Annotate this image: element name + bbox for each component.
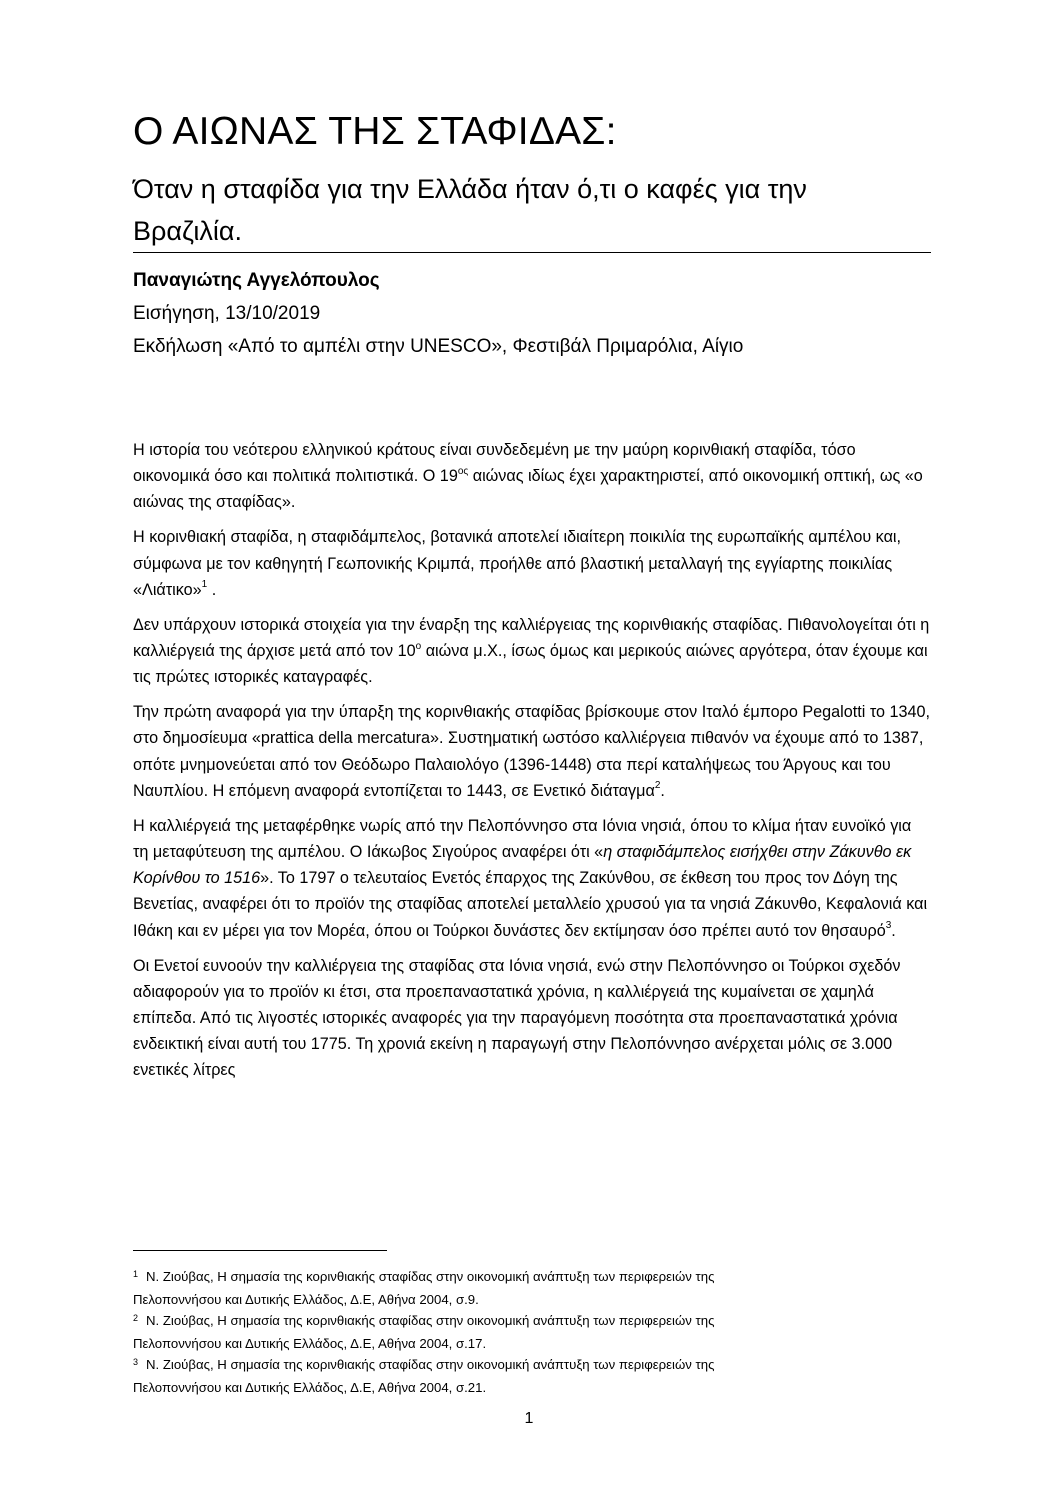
title-divider	[133, 252, 931, 253]
body-text	[133, 437, 930, 1092]
paragraph-text: Η καλλιέργειά της μεταφέρθηκε νωρίς από την Πελοπόννησο στα Ιόνια νησιά, όπου το κλίμα ήταν ευνοϊκό για τη μεταφύτευση της αμπέλου. Ο Ιάκωβος Σιγούρος αναφέρει ότι «	[133, 816, 912, 862]
paragraph-text: Δεν υπάρχουν ιστορικά στοιχεία για την έναρξη της καλλιέργειας της κορινθιακής σταφίδας. Πιθανολογείται ότι η καλλιέργειά της άρχισε μετά από τον 10	[133, 615, 930, 661]
footnote-2	[133, 1310, 933, 1354]
footnote-ref-3[interactable]: 3	[885, 920, 892, 932]
subtitle	[133, 168, 933, 252]
subtitle-line-2: Βραζιλία.	[133, 216, 243, 246]
paragraph-1	[133, 437, 930, 516]
ordinal-superscript: ος	[457, 465, 469, 477]
footnote-number: 2	[133, 1313, 139, 1323]
paragraph-3	[133, 612, 930, 691]
footnote-text: Ν. Ζιούβας, Η σημασία της κορινθιακής σταφίδας στην οικονομική ανάπτυξη των περιφερειών της	[146, 1269, 715, 1284]
author-name: Παναγιώτης Αγγελόπουλος	[133, 270, 380, 291]
presentation-date: Εισήγηση, 13/10/2019	[133, 303, 321, 324]
subtitle-line-1: Όταν η σταφίδα για την Ελλάδα ήταν ό,τι ο καφές για την	[133, 174, 807, 204]
paragraph-2	[133, 524, 930, 603]
footnote-text: Πελοποννήσου και Δυτικής Ελλάδος, Δ.Ε, Αθήνα 2004, σ.17.	[133, 1336, 487, 1351]
paragraph-text: αιώνα μ.Χ., ίσως όμως και μερικούς αιώνες αργότερα, όταν έχουμε και τις πρώτες ιστορικές καταγραφές.	[133, 642, 928, 687]
footnote-text: Ν. Ζιούβας, Η σημασία της κορινθιακής σταφίδας στην οικονομική ανάπτυξη των περιφερειών της	[146, 1313, 715, 1328]
page-title: Ο ΑΙΩΝΑΣ ΤΗΣ ΣΤΑΦΙΔΑΣ:	[133, 110, 617, 153]
paragraph-6: Οι Ενετοί ευνοούν την καλλιέργεια της σταφίδας στα Ιόνια νησιά, ενώ στην Πελοπόννησο οι Τούρκοι σχεδόν αδιαφορούν για το προϊόν κι έτσι, στα προεπαναστατικά χρόνια, η καλλιέργειά της κυμαίνεται σε χαμηλά επίπεδα. Από τις λιγοστές ιστορικές αναφορές για την παραγόμενη ποσότητα στα προεπαναστατικά χρόνια ενδεικτική είναι αυτή του 1775. Τη χρονιά εκείνη η παραγωγή στην Πελοπόννησο ανέρχεται μόλις σε 3.000 ενετικές λίτρες	[133, 956, 901, 1080]
paragraph-4	[133, 699, 930, 804]
footnote-ref-2[interactable]: 2	[654, 780, 661, 792]
footnote-number: 3	[133, 1357, 139, 1367]
footnote-text: Πελοποννήσου και Δυτικής Ελλάδος, Δ.Ε, Αθήνα 2004, σ.9.	[133, 1292, 479, 1307]
paragraph-text: .	[891, 921, 896, 940]
paragraph-5	[133, 813, 930, 944]
footnote-3	[133, 1354, 933, 1398]
footnote-separator	[133, 1250, 387, 1251]
paragraph-text: .	[660, 781, 665, 800]
footnotes	[133, 1266, 933, 1398]
paragraph-text: Την πρώτη αναφορά για την ύπαρξη της κορινθιακής σταφίδας βρίσκουμε στον Ιταλό έμπορο Pegalotti το 1340, στο δημοσίευμα «prattica della mercatura». Συστηματική ωστόσο καλλιέργεια πιθανόν να έχουμε από το 1387, οπότε μνημονεύεται από τον Θεόδωρο Παλαιολόγο (1396-1448) στα περί καταλήψεως του Άργους και του Ναυπλίου. Η επόμενη αναφορά εντοπίζεται το 1443, σε Ενετικό διάταγμα	[133, 703, 930, 800]
page-number: 1	[524, 1410, 534, 1427]
event-info: Εκδήλωση «Από το αμπέλι στην UNESCO», Φεστιβάλ Πριμαρόλια, Αίγιο	[133, 336, 744, 357]
footnote-text: Πελοποννήσου και Δυτικής Ελλάδος, Δ.Ε, Αθήνα 2004, σ.21.	[133, 1380, 487, 1395]
paragraph-text: αιώνας ιδίως έχει χαρακτηριστεί, από οικονομική οπτική, ως «ο αιώνας της σταφίδας».	[133, 467, 923, 512]
footnote-1	[133, 1266, 933, 1310]
italic-quote: η σταφιδάμπελος εισήχθει στην Ζάκυνθο εκ Κορίνθου το 1516	[133, 843, 912, 888]
paragraph-text: Η ιστορία του νεότερου ελληνικού κράτους είναι συνδεδεμένη με την μαύρη κορινθιακή σταφίδα, τόσο οικονομικά όσο και πολιτικά πολιτιστικά. Ο 19	[133, 441, 856, 486]
paragraph-text: ». Το 1797 ο τελευταίος Ενετός έπαρχος της Ζακύνθου, σε έκθεση του προς τον Δόγη της Βενετίας, αναφέρει ότι το προϊόν της σταφίδας αποτελεί μεταλλείο χρυσού για τα νησιά Ζάκυνθο, Κεφαλονιά και Ιθάκη και εν μέρει για τον Μορέα, όπου οι Τούρκοι δυνάστες δεν εκτίμησαν όσο πρέπει αυτό τον θησαυρό	[133, 869, 928, 940]
footnote-text: Ν. Ζιούβας, Η σημασία της κορινθιακής σταφίδας στην οικονομική ανάπτυξη των περιφερειών της	[146, 1357, 715, 1372]
ordinal-superscript: ο	[415, 640, 422, 652]
footnote-number: 1	[133, 1269, 139, 1279]
paragraph-text: Η κορινθιακή σταφίδα, η σταφιδάμπελος, βοτανικά αποτελεί ιδιαίτερη ποικιλία της ευρωπαϊκής αμπέλου και, σύμφωνα με τον καθηγητή Γεωπονικής Κριμπά, προήλθε από βλαστική μεταλλαγή της εγγίαρτης ποικιλίας «Λιάτικο»	[133, 528, 902, 599]
paragraph-text: .	[207, 580, 217, 599]
footnote-ref-1[interactable]: 1	[201, 579, 208, 591]
